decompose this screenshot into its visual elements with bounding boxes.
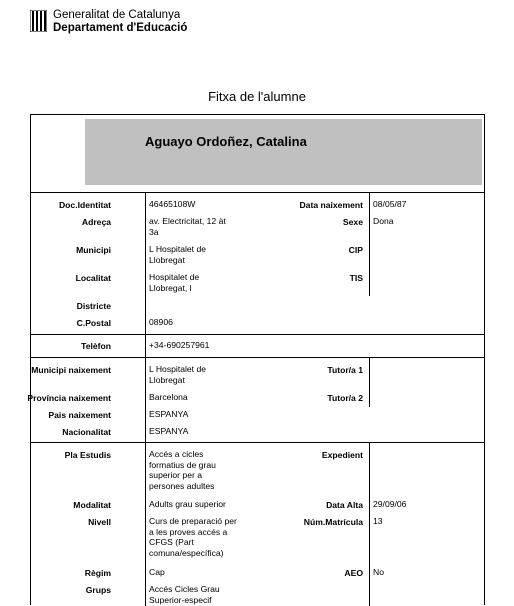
data-alta-value: 29/09/06: [373, 499, 407, 509]
name-banner: [85, 119, 482, 185]
org-line-2: Departament d'Educació: [53, 21, 188, 34]
birthdate-label: Data naixement: [299, 200, 363, 210]
groups-value: Accés Cicles Grau Superior-especif: [149, 584, 220, 605]
groups-label: Grups: [85, 585, 111, 595]
postal-code-label: C.Postal: [76, 318, 111, 328]
regime-label: Règim: [84, 568, 111, 578]
phone-value: +34-690257961: [149, 340, 210, 350]
section-divider: [31, 192, 484, 193]
study-plan-value: Accés a cicles formatius de grau superior per a persones adultes: [149, 449, 216, 491]
localitat-value: Hospitalet de Llobregat, l: [149, 272, 200, 293]
tutor1-label: Tutor/a 1: [327, 365, 363, 375]
phone-label: Telèfon: [81, 341, 111, 351]
postal-code-value: 08906: [149, 317, 173, 327]
column-rule: [145, 334, 146, 357]
tutor2-label: Tutor/a 2: [327, 393, 363, 403]
modality-label: Modalitat: [73, 500, 111, 510]
nationality-value: ESPANYA: [149, 426, 189, 436]
section-divider: [31, 357, 484, 358]
document-title: Fitxa de l'alumne: [208, 89, 306, 104]
matricula-value: 13: [373, 516, 383, 526]
localitat-label: Localitat: [75, 273, 111, 283]
tis-label: TIS: [349, 273, 363, 283]
nationality-label: Nacionalitat: [62, 427, 111, 437]
column-rule: [145, 357, 146, 442]
aeo-value: No: [373, 567, 384, 577]
doc-identitat-value: 46465108W: [149, 199, 196, 209]
sex-value: Dona: [373, 216, 394, 226]
birth-country-label: Pais naixement: [48, 410, 111, 420]
birth-province-value: Barcelona: [149, 392, 188, 402]
address-label: Adreça: [81, 217, 111, 227]
doc-identitat-label: Doc.Identitat: [58, 200, 111, 210]
column-rule: [145, 442, 146, 606]
column-rule: [369, 192, 370, 296]
regime-value: Cap: [149, 567, 165, 577]
birth-municipi-value: L Hospitalet de Llobregat: [149, 364, 207, 385]
column-rule: [369, 442, 370, 606]
student-record-frame: [27, 114, 485, 605]
aeo-label: AEO: [344, 568, 363, 578]
student-name: Aguayo Ordoñez, Catalina: [145, 134, 307, 149]
column-rule: [369, 357, 370, 407]
org-line-1: Generalitat de Catalunya: [53, 9, 181, 21]
sex-label: Sexe: [342, 217, 363, 227]
matricula-label: Núm.Matrícula: [303, 517, 363, 527]
municipi-label: Municipi: [76, 245, 111, 255]
modality-value: Adults grau superior: [149, 499, 226, 509]
data-alta-label: Data Alta: [326, 500, 363, 510]
municipi-value: L Hospitalet de Llobregat: [149, 244, 207, 265]
study-plan-label: Pla Estudis: [64, 450, 111, 460]
section-divider: [31, 334, 484, 335]
column-rule: [145, 192, 146, 334]
address-value: av. Electricitat, 12 àt 3a: [149, 216, 226, 237]
birthdate-value: 08/05/87: [373, 199, 407, 209]
cip-label: CIP: [348, 245, 363, 255]
expedient-label: Expedient: [321, 450, 363, 460]
districte-label: Districte: [76, 301, 111, 311]
senyera-logo-icon: [30, 10, 47, 32]
level-value: Curs de preparació per a les proves accés a CFGS (Part comuna/específica): [149, 516, 237, 558]
birth-country-value: ESPANYA: [149, 409, 189, 419]
level-label: Nivell: [88, 517, 111, 527]
birth-province-label: Província naixement: [27, 393, 111, 403]
organization-name: [53, 9, 187, 34]
birth-municipi-label: Municipi naixement: [31, 365, 111, 375]
section-divider: [31, 442, 484, 443]
